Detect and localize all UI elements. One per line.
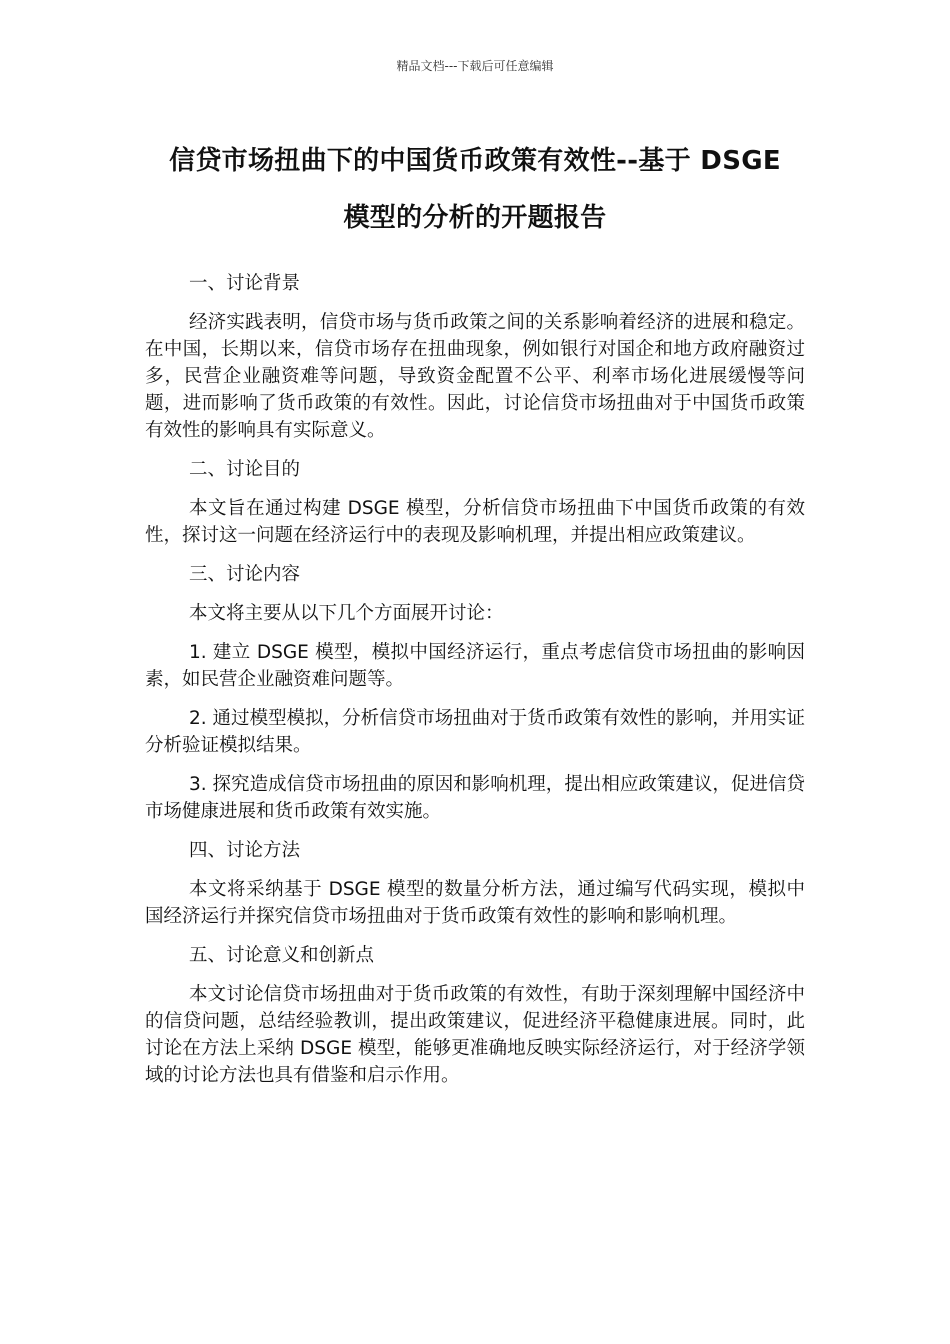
document-title — [120, 133, 830, 247]
list-item-3: 3. 探究造成信贷市场扭曲的原因和影响机理，提出相应政策建议，促进信贷市场健康进展和货币政策有效实施。 — [145, 774, 805, 822]
paragraph-significance: 本文讨论信贷市场扭曲对于货币政策的有效性，有助于深刻理解中国经济中的信贷问题，总结经验教训，提出政策建议，促进经济平稳健康进展。同时，此讨论在方法上采纳 DSGE 模型，能够更准确地反映实际经济运行，对于经济学领域的讨论方法也具有借鉴和启示作用。 — [145, 984, 805, 1086]
title-line-1: 信贷市场扭曲下的中国货币政策有效性--基于 DSGE — [169, 146, 781, 176]
section-heading-background: 一、讨论背景 — [189, 273, 301, 294]
section-heading-method: 四、讨论方法 — [189, 840, 301, 861]
paragraph-content-intro: 本文将主要从以下几个方面展开讨论： — [189, 603, 504, 624]
title-line-2: 模型的分析的开题报告 — [343, 203, 607, 233]
paragraph-background: 经济实践表明，信贷市场与货币政策之间的关系影响着经济的进展和稳定。在中国，长期以来，信贷市场存在扭曲现象，例如银行对国企和地方政府融资过多，民营企业融资难等问题，导致资金配置不公平、利率市场化进展缓慢等问题，进而影响了货币政策的有效性。因此，讨论信贷市场扭曲对于中国货币政策有效性的影响具有实际意义。 — [145, 312, 805, 441]
document-body — [145, 270, 805, 1101]
list-item-1: 1. 建立 DSGE 模型，模拟中国经济运行，重点考虑信贷市场扭曲的影响因素，如民营企业融资难问题等。 — [145, 642, 805, 690]
paragraph-method: 本文将采纳基于 DSGE 模型的数量分析方法，通过编写代码实现，模拟中国经济运行并探究信贷市场扭曲对于货币政策有效性的影响和影响机理。 — [145, 879, 805, 927]
paragraph-purpose: 本文旨在通过构建 DSGE 模型，分析信贷市场扭曲下中国货币政策的有效性，探讨这一问题在经济运行中的表现及影响机理，并提出相应政策建议。 — [145, 498, 805, 546]
section-heading-purpose: 二、讨论目的 — [189, 459, 301, 480]
list-item-2: 2. 通过模型模拟，分析信贷市场扭曲对于货币政策有效性的影响，并用实证分析验证模拟结果。 — [145, 708, 805, 756]
section-heading-content: 三、讨论内容 — [189, 564, 301, 585]
section-heading-significance: 五、讨论意义和创新点 — [189, 945, 375, 966]
header-note: 精品文档---下载后可任意编辑 — [396, 59, 554, 73]
